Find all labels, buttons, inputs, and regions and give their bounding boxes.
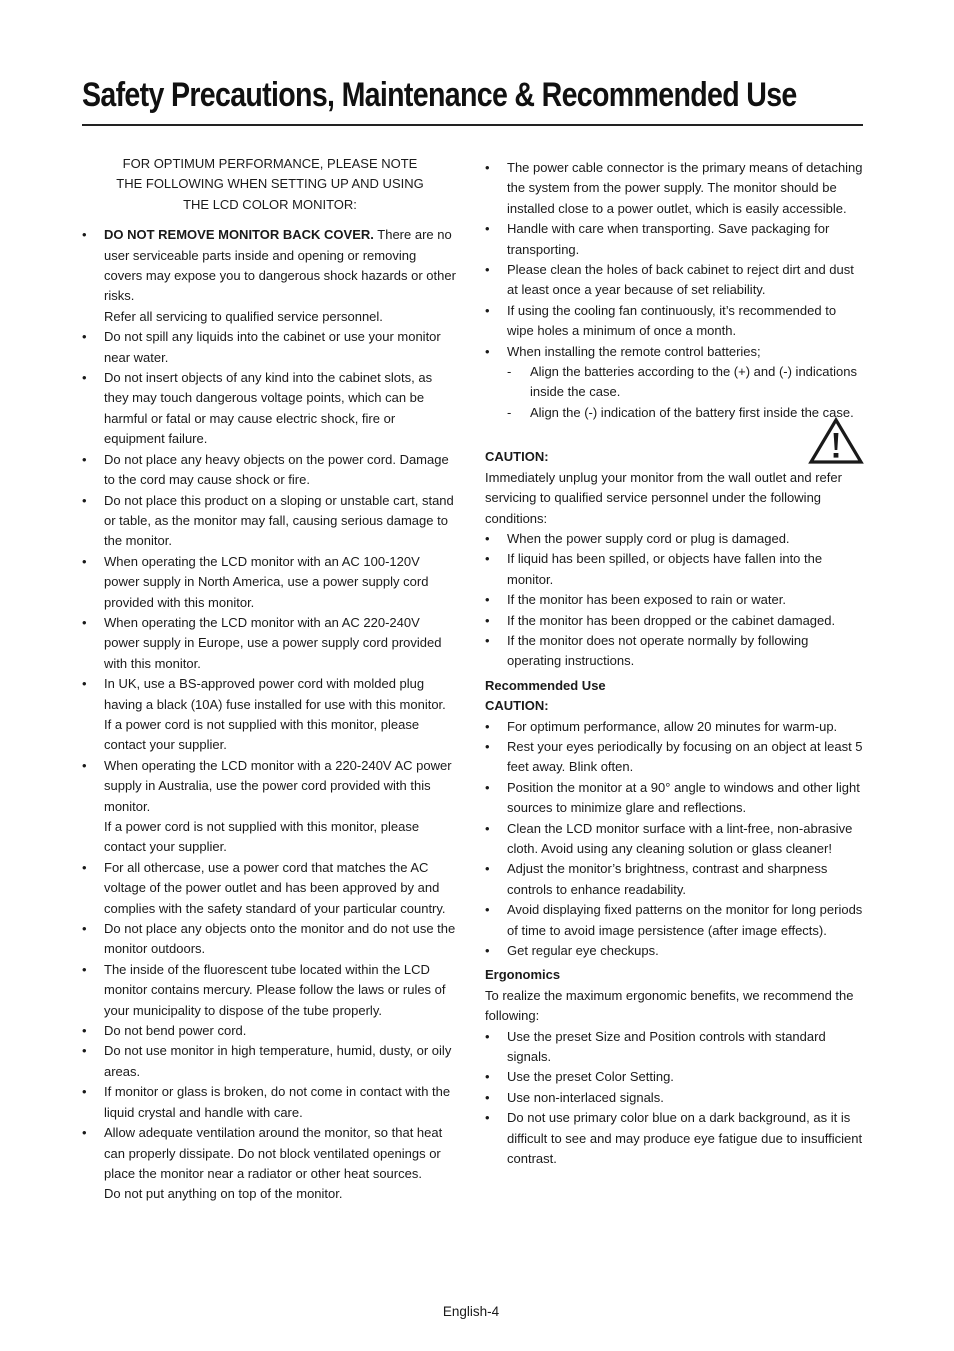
caution-item: • If the monitor has been dropped or the cabinet damaged. xyxy=(485,611,865,631)
safety-item: • For all othercase, use a power cord that matches the AC voltage of the power outlet and has been approved by and complies with the safety standard of your particular country. xyxy=(82,858,458,919)
safety-item xyxy=(82,225,458,327)
safety-list xyxy=(82,225,458,1205)
recommended-item: • Position the monitor at a 90° angle to windows and other light sources to minimize glare and reflections. xyxy=(485,778,865,819)
recommended-item: • Avoid displaying fixed patterns on the monitor for long periods of time to avoid image persistence (after image effects). xyxy=(485,900,865,941)
handling-item: • Handle with care when transporting. Save packaging for transporting. xyxy=(485,219,865,260)
ergonomics-item: • Do not use primary color blue on a dark background, as it is difficult to see and may produce eye fatigue due to insufficient contrast. xyxy=(485,1108,865,1169)
safety-item xyxy=(82,756,458,858)
battery-steps xyxy=(507,362,865,423)
safety-item: • When operating the LCD monitor with an AC 220-240V power supply in Europe, use a power supply cord provided with this monitor. xyxy=(82,613,458,674)
caution-heading: CAUTION: xyxy=(485,449,549,465)
caution-section xyxy=(485,447,865,671)
safety-item: • The inside of the fluorescent tube located within the LCD monitor contains mercury. Please follow the laws or rules of your municipality to dispose of the tube properly. xyxy=(82,960,458,1021)
safety-item: • Do not place any objects onto the monitor and do not use the monitor outdoors. xyxy=(82,919,458,960)
safety-item xyxy=(82,1123,458,1205)
caution-item: • If the monitor does not operate normally by following operating instructions. xyxy=(485,631,865,672)
safety-item: • Do not place this product on a sloping or unstable cart, stand or table, as the monitor may fall, causing serious damage to the monitor. xyxy=(82,491,458,552)
left-column xyxy=(82,154,458,1205)
safety-item: • Do not bend power cord. xyxy=(82,1021,458,1041)
caution-item: • If liquid has been spilled, or objects have fallen into the monitor. xyxy=(485,549,865,590)
recommended-item: • For optimum performance, allow 20 minutes for warm-up. xyxy=(485,717,865,737)
recommended-heading: Recommended Use xyxy=(485,677,606,693)
title-divider xyxy=(82,124,863,126)
intro-line: FOR OPTIMUM PERFORMANCE, PLEASE NOTE xyxy=(122,156,418,171)
recommended-item: • Rest your eyes periodically by focusing on an object at least 5 feet away. Blink often. xyxy=(485,737,865,778)
safety-item: • If monitor or glass is broken, do not come in contact with the liquid crystal and handle with care. xyxy=(82,1082,458,1123)
safety-item-text: Allow adequate ventilation around the monitor, so that heat can properly dissipate. Do not block ventilated openings or place the monitor near a radiator or other heat sources. xyxy=(104,1125,443,1181)
ergonomics-item: • Use the preset Size and Position controls with standard signals. xyxy=(485,1027,865,1068)
safety-item-note: Refer all servicing to qualified service personnel. xyxy=(104,308,383,324)
safety-item: • Do not use monitor in high temperature, humid, dusty, or oily areas. xyxy=(82,1041,458,1082)
safety-item-text: When operating the LCD monitor with a 220-240V AC power supply in Australia, use the power cord provided with this monitor. xyxy=(104,757,452,814)
recommended-item: • Get regular eye checkups. xyxy=(485,941,865,961)
handling-item: • Please clean the holes of back cabinet to reject dirt and dust at least once a year because of set reliability. xyxy=(485,260,865,301)
warning-triangle-icon xyxy=(808,417,864,465)
ergonomics-item: • Use the preset Color Setting. xyxy=(485,1067,865,1087)
page-title: Safety Precautions, Maintenance & Recommended Use xyxy=(82,76,797,114)
handling-item xyxy=(485,342,865,424)
handling-item: • If using the cooling fan continuously, it’s recommended to wipe holes a minimum of once a month. xyxy=(485,301,865,342)
safety-item: • Do not place any heavy objects on the power cord. Damage to the cord may cause shock or fire. xyxy=(82,450,458,491)
safety-item: • Do not spill any liquids into the cabinet or use your monitor near water. xyxy=(82,327,458,368)
ergonomics-list xyxy=(485,1027,865,1170)
caution-item: • When the power supply cord or plug is damaged. xyxy=(485,529,865,549)
battery-step: - Align the batteries according to the (+) and (-) indications inside the case. xyxy=(507,362,865,403)
safety-item: • When operating the LCD monitor with an AC 100-120V power supply in North America, use a power supply cord provided with this monitor. xyxy=(82,552,458,613)
recommended-item: • Clean the LCD monitor surface with a lint-free, non-abrasive cloth. Avoid using any cleaning solution or glass cleaner! xyxy=(485,819,865,860)
handling-list xyxy=(485,158,865,423)
page-number: English-4 xyxy=(442,1304,500,1319)
safety-item-text: There are no user serviceable parts inside and opening or removing covers may expose you to dangerous shock hazards or other risks. xyxy=(104,227,456,304)
recommended-list xyxy=(485,717,865,962)
intro-note xyxy=(82,154,458,215)
safety-item xyxy=(82,674,458,756)
intro-line: THE LCD COLOR MONITOR: xyxy=(183,196,357,212)
caution-item: • If the monitor has been exposed to rain or water. xyxy=(485,590,865,610)
ergonomics-item: • Use non-interlaced signals. xyxy=(485,1088,865,1108)
safety-item-text: In UK, use a BS-approved power cord with molded plug having a black (10A) fuse installed for use with this monitor. xyxy=(104,676,446,712)
battery-step: - Align the (-) indication of the battery first inside the case. xyxy=(507,403,865,423)
ergonomics-heading: Ergonomics xyxy=(485,967,561,983)
safety-item: • Do not insert objects of any kind into the cabinet slots, as they may touch dangerous voltage points, which can be harmful or fatal or may cause electric shock, fire or equipment failure. xyxy=(82,368,458,450)
caution-list xyxy=(485,529,865,672)
safety-item-bold: DO NOT REMOVE MONITOR BACK COVER. xyxy=(104,227,374,243)
safety-item-note: If a power cord is not supplied with this monitor, please contact your supplier. xyxy=(104,716,420,753)
recommended-caution-heading: CAUTION: xyxy=(485,698,549,714)
page-footer xyxy=(0,1302,954,1322)
handling-item-text: When installing the remote control batteries; xyxy=(507,343,761,359)
right-column xyxy=(485,158,865,1170)
handling-item: • The power cable connector is the primary means of detaching the system from the power supply. The monitor should be installed close to a power outlet, which is easily accessible. xyxy=(485,158,865,219)
intro-line: THE FOLLOWING WHEN SETTING UP AND USING xyxy=(116,176,424,192)
ergonomics-intro: To realize the maximum ergonomic benefits, we recommend the following: xyxy=(485,987,854,1024)
recommended-item: • Adjust the monitor’s brightness, contrast and sharpness controls to enhance readability. xyxy=(485,859,865,900)
caution-intro: Immediately unplug your monitor from the wall outlet and refer servicing to qualified service personnel under the following conditions: xyxy=(485,469,842,526)
safety-item-note: If a power cord is not supplied with this monitor, please contact your supplier. xyxy=(104,819,420,855)
safety-item-note: Do not put anything on top of the monitor. xyxy=(104,1186,343,1202)
